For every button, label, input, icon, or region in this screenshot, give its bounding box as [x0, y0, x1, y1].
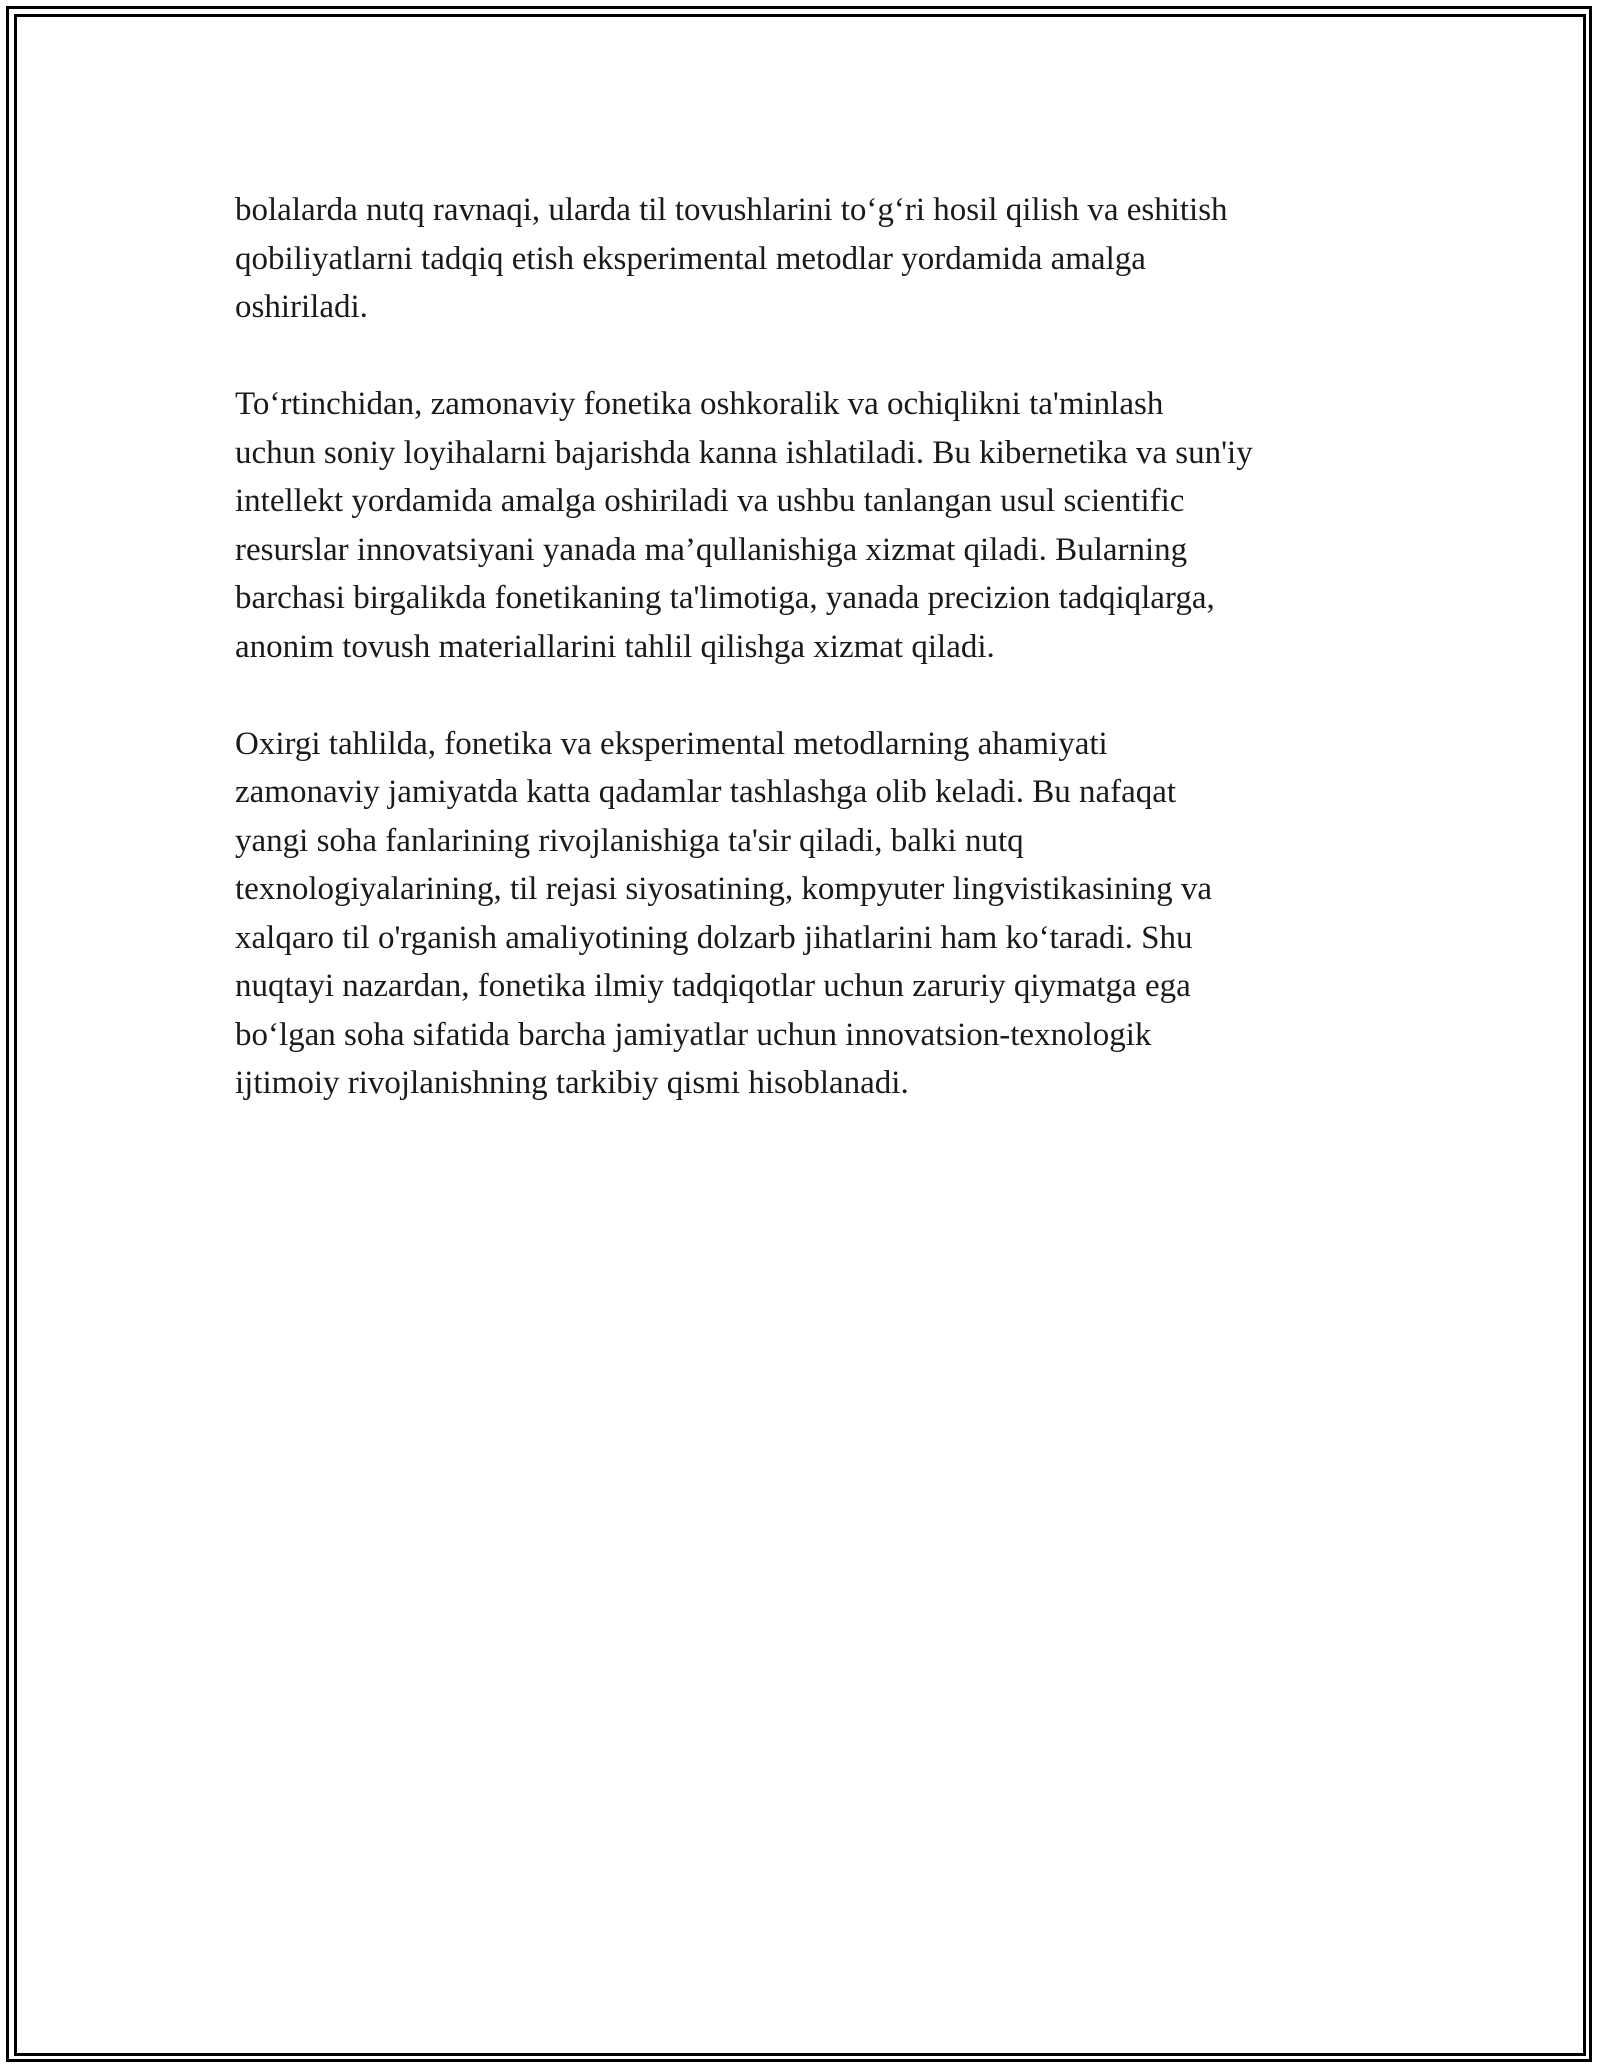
- paragraph-1: [235, 186, 1395, 332]
- text-line: oshiriladi.: [235, 289, 368, 325]
- text-line: uchun soniy loyihalarni bajarishda kanna ishlatiladi. Bu kibernetika va sun'iy: [235, 434, 1253, 471]
- text-line: To‘rtinchidan, zamonaviy fonetika oshkoralik va ochiqlikni ta'minlash: [235, 386, 1164, 422]
- text-line: bo‘lgan soha sifatida barcha jamiyatlar uchun innovatsion-texnologik: [235, 1016, 1152, 1053]
- text-line: barchasi birgalikda fonetikaning ta'limotiga, yanada precizion tadqiqlarga,: [235, 580, 1215, 616]
- text-line: texnologiyalarining, til rejasi siyosatining, kompyuter lingvistikasining va: [235, 871, 1213, 907]
- document-body: [235, 186, 1395, 1156]
- paragraph-2: [235, 380, 1395, 671]
- text-line: nuqtayi nazardan, fonetika ilmiy tadqiqotlar uchun zaruriy qiymatga ega: [235, 968, 1191, 1004]
- text-line: qobiliyatlarni tadqiq etish eksperimental metodlar yordamida amalga: [235, 240, 1146, 277]
- text-line: bolalarda nutq ravnaqi, ularda til tovushlarini to‘g‘ri hosil qilish va eshitish: [235, 192, 1228, 228]
- text-line: ijtimoiy rivojlanishning tarkibiy qismi hisoblanadi.: [235, 1065, 909, 1101]
- text-line: intellekt yordamida amalga oshiriladi va ushbu tanlangan usul scientific: [235, 483, 1185, 519]
- paragraph-3: [235, 720, 1395, 1108]
- text-line: yangi soha fanlarining rivojlanishiga ta'sir qiladi, balki nutq: [235, 822, 1024, 859]
- text-line: anonim tovush materiallarini tahlil qilishga xizmat qiladi.: [235, 628, 995, 665]
- text-line: resurslar innovatsiyani yanada ma’qullanishiga xizmat qiladi. Bularning: [235, 531, 1188, 568]
- text-line: Oxirgi tahlilda, fonetika va eksperimental metodlarning ahamiyati: [235, 725, 1108, 762]
- text-line: zamonaviy jamiyatda katta qadamlar tashlashga olib keladi. Bu nafaqat: [235, 774, 1177, 810]
- text-line: xalqaro til o'rganish amaliyotining dolzarb jihatlarini ham ko‘taradi. Shu: [235, 919, 1193, 956]
